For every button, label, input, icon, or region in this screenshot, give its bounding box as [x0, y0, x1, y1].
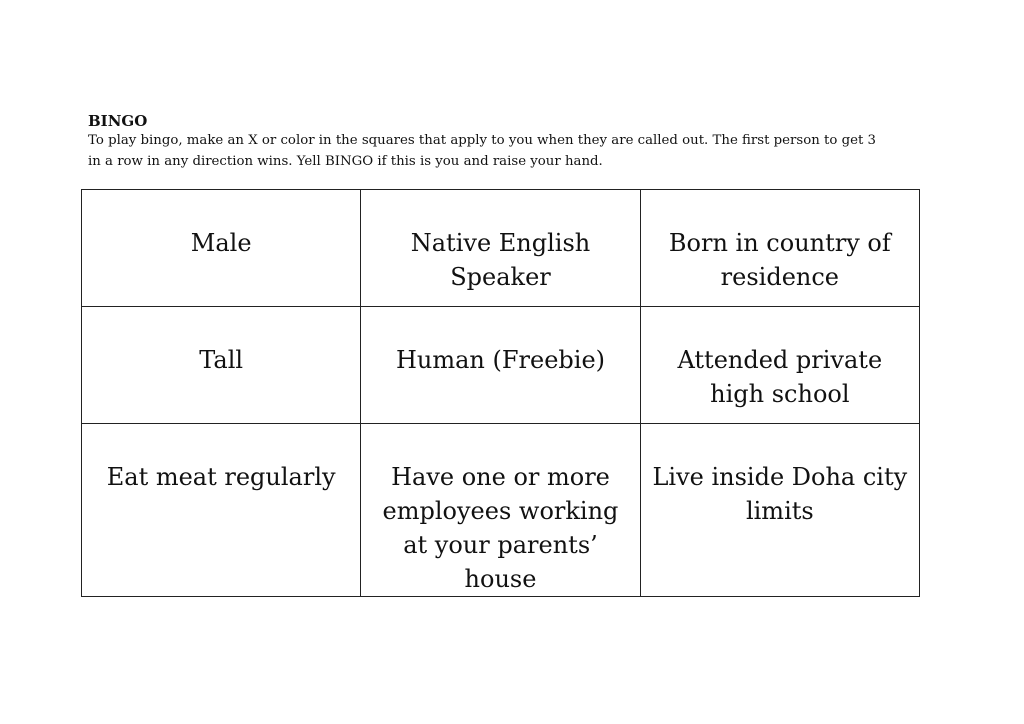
bingo-cell-label: Native English Speaker: [410, 229, 591, 291]
bingo-cell-label: Born in country of residence: [668, 229, 891, 291]
bingo-cell[interactable]: [361, 307, 640, 424]
bingo-cell[interactable]: [640, 424, 919, 597]
heading-block: [88, 111, 938, 172]
bingo-cell[interactable]: [82, 424, 361, 597]
bingo-cell-label: Have one or more employees working at your parents’ house: [382, 463, 619, 593]
bingo-cell-label: Live inside Doha city limits: [652, 463, 908, 525]
bingo-cell[interactable]: [640, 190, 919, 307]
bingo-cell-label: Human (Freebie): [395, 346, 606, 374]
bingo-cell-label: Tall: [199, 346, 244, 374]
bingo-cell-label: Eat meat regularly: [106, 463, 336, 491]
bingo-cell[interactable]: [361, 190, 640, 307]
instructions-line-1: To play bingo, make an X or color in the squares that apply to you when they are called out. The first person to get 3: [88, 133, 877, 148]
bingo-row-2: [82, 307, 920, 424]
bingo-row-3: [82, 424, 920, 597]
page-title: BINGO: [88, 112, 148, 130]
bingo-cell-label: Male: [190, 229, 252, 257]
bingo-cell-label: Attended private high school: [677, 346, 883, 408]
bingo-row-1: [82, 190, 920, 307]
bingo-card: [81, 189, 920, 597]
bingo-cell[interactable]: [640, 307, 919, 424]
instructions-line-2: in a row in any direction wins. Yell BINGO if this is you and raise your hand.: [88, 153, 603, 169]
bingo-cell[interactable]: [82, 307, 361, 424]
bingo-cell[interactable]: [361, 424, 640, 597]
bingo-cell[interactable]: [82, 190, 361, 307]
